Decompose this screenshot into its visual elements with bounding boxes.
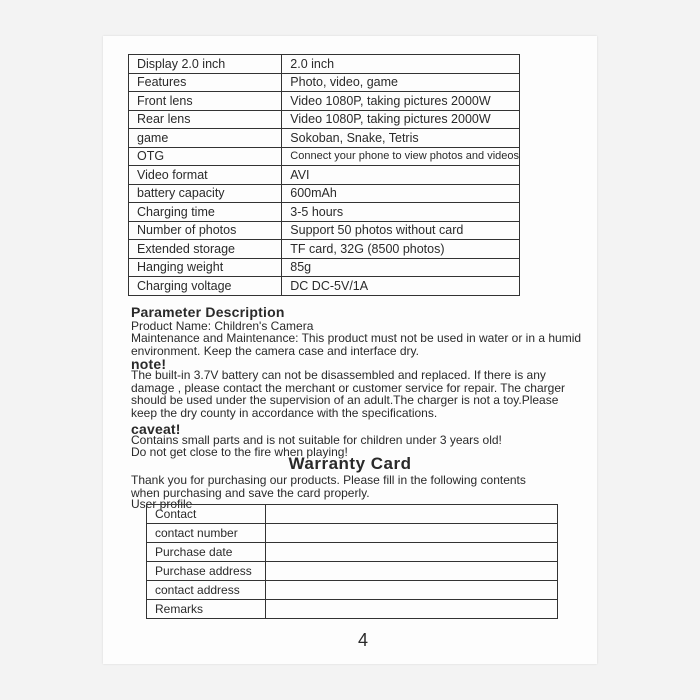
spec-row — [129, 92, 520, 111]
warranty-field-blank[interactable] — [266, 600, 558, 619]
warranty-field-label: Remarks — [147, 600, 266, 619]
caveat-text-2: Do not get close to the fire when playing! — [131, 445, 348, 459]
spec-row — [129, 129, 520, 148]
spec-row — [129, 73, 520, 92]
warranty-table — [146, 504, 558, 619]
parameter-heading: Parameter Description — [131, 304, 285, 320]
spec-row — [129, 110, 520, 129]
caveat-text-1: Contains small parts and is not suitable for children under 3 years old! — [131, 433, 502, 447]
spec-row — [129, 147, 520, 166]
warranty-field-blank[interactable] — [266, 562, 558, 581]
spec-value: Photo, video, game — [282, 73, 520, 92]
warranty-field-label: contact address — [147, 581, 266, 600]
warranty-field-label: contact number — [147, 524, 266, 543]
warranty-row — [147, 600, 558, 619]
spec-label: game — [129, 129, 282, 148]
spec-row — [129, 55, 520, 74]
spec-value: AVI — [282, 166, 520, 185]
note-heading: note! — [131, 356, 167, 372]
warranty-field-blank[interactable] — [266, 581, 558, 600]
spec-label: Number of photos — [129, 221, 282, 240]
spec-label: Rear lens — [129, 110, 282, 129]
spec-row — [129, 166, 520, 185]
warranty-intro-text: Thank you for purchasing our products. Please fill in the following contents when purchasing and save the card properly. — [131, 473, 526, 500]
spec-row — [129, 203, 520, 222]
spec-row — [129, 221, 520, 240]
warranty-field-blank[interactable] — [266, 524, 558, 543]
warranty-field-label: Contact — [147, 505, 266, 524]
spec-value: 85g — [282, 258, 520, 277]
manual-page — [103, 36, 597, 664]
spec-value: 600mAh — [282, 184, 520, 203]
product-name-text: Product Name: Children's Camera — [131, 319, 314, 333]
warranty-card-title: Warranty Card — [288, 454, 412, 473]
caveat-heading: caveat! — [131, 421, 181, 437]
spec-value: Sokoban, Snake, Tetris — [282, 129, 520, 148]
warranty-field-blank[interactable] — [266, 543, 558, 562]
note-text: The built-in 3.7V battery can not be disassembled and replaced. If there is any damage , please contact the merchant or customer service for repair. The charger should be used under the supervision of an adult.The charger is not a toy.Please keep the dry county in accordance with the specifications. — [131, 368, 565, 420]
spec-row — [129, 277, 520, 296]
spec-value: 3-5 hours — [282, 203, 520, 222]
spec-value: Video 1080P, taking pictures 2000W — [282, 110, 520, 129]
warranty-row — [147, 581, 558, 600]
user-profile-label: User profile — [131, 497, 193, 511]
warranty-row — [147, 543, 558, 562]
spec-label: battery capacity — [129, 184, 282, 203]
spec-label: Front lens — [129, 92, 282, 111]
spec-label: Video format — [129, 166, 282, 185]
spec-row — [129, 258, 520, 277]
warranty-row — [147, 562, 558, 581]
spec-label: Extended storage — [129, 240, 282, 259]
spec-value: TF card, 32G (8500 photos) — [282, 240, 520, 259]
spec-row — [129, 240, 520, 259]
warranty-row — [147, 505, 558, 524]
spec-label: Features — [129, 73, 282, 92]
spec-label: Hanging weight — [129, 258, 282, 277]
spec-value: Support 50 photos without card — [282, 221, 520, 240]
spec-value: 2.0 inch — [282, 55, 520, 74]
spec-label: Charging time — [129, 203, 282, 222]
spec-label: Display 2.0 inch — [129, 55, 282, 74]
spec-label: Charging voltage — [129, 277, 282, 296]
warranty-row — [147, 524, 558, 543]
spec-value: DC DC-5V/1A — [282, 277, 520, 296]
spec-row — [129, 184, 520, 203]
warranty-field-label: Purchase address — [147, 562, 266, 581]
spec-value: Connect your phone to view photos and videos — [282, 147, 520, 166]
maintenance-text: Maintenance and Maintenance: This product must not be used in water or in a humid environment. Keep the camera case and interface dry. — [131, 331, 582, 358]
spec-table — [128, 54, 520, 296]
warranty-field-label: Purchase date — [147, 543, 266, 562]
page-number: 4 — [357, 630, 368, 650]
spec-label: OTG — [129, 147, 282, 166]
spec-value: Video 1080P, taking pictures 2000W — [282, 92, 520, 111]
warranty-field-blank[interactable] — [266, 505, 558, 524]
